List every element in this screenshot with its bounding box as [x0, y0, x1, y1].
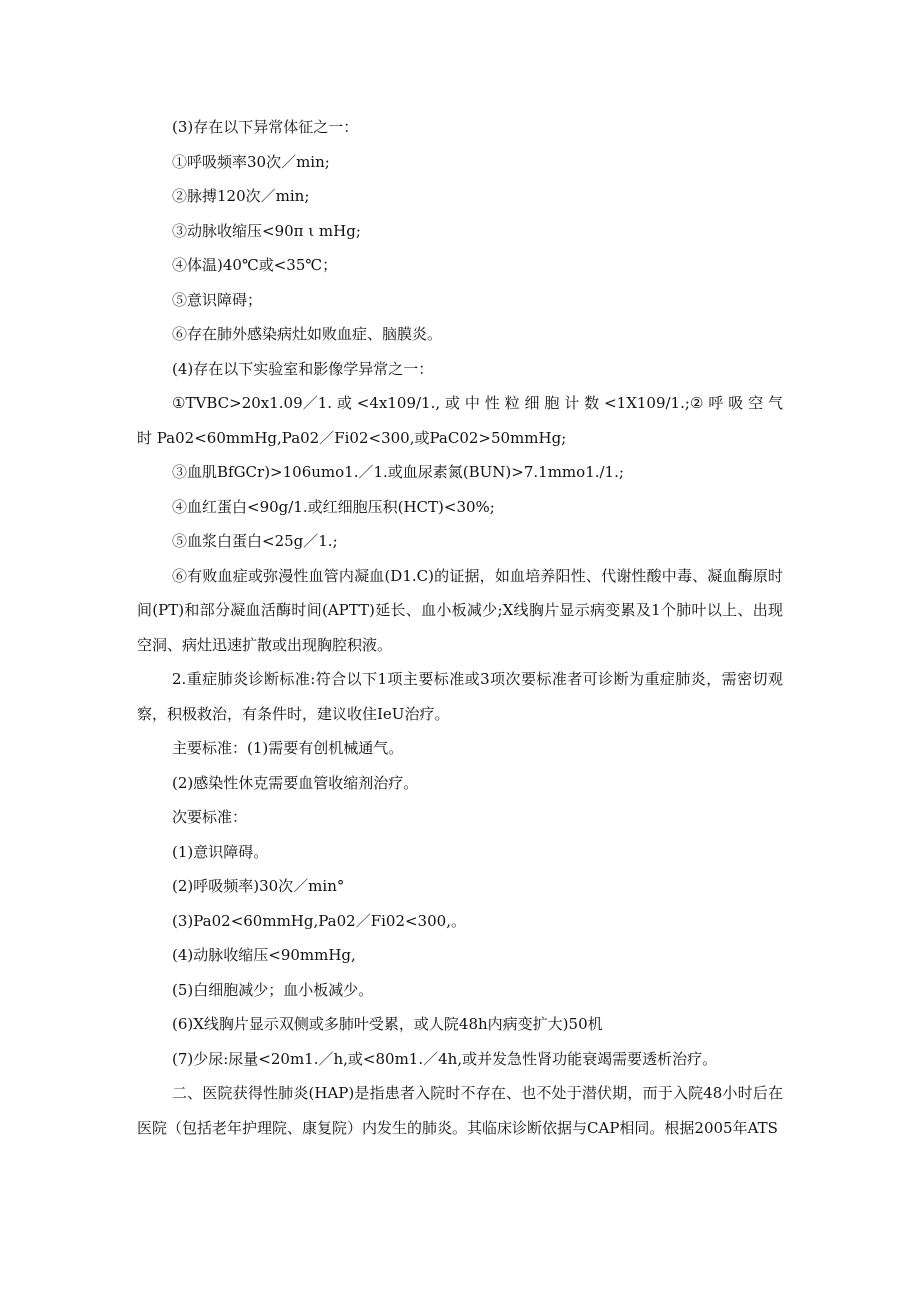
- paragraph-major-criteria-1: 主要标准：(1)需要有创机械通气。: [172, 739, 404, 757]
- paragraph-sign-respiratory-rate: ①呼吸频率30次／min;: [172, 152, 330, 171]
- paragraph-lab-hemoglobin: ④血红蛋白<90g/1.或红细胞压积(HCT)<30%;: [172, 497, 495, 516]
- paragraph-minor-7: (7)少尿:尿量<20m1.／h,或<80m1.／4h,或并发急性肾功能衰竭需要透析治疗。: [172, 1049, 718, 1068]
- paragraph-hap-definition: 二、医院获得性肺炎(HAP)是指患者入院时不存在、也不处于潜伏期，而于入院48小时后在医院（包括老年护理院、康复院）内发生的肺炎。其临床诊断依据与CAP相同。根据2005年ATS: [137, 1084, 783, 1137]
- paragraph-minor-3: (3)Pa02<60mmHg,Pa02／Fi02<300,。: [172, 911, 466, 930]
- paragraph-minor-1: (1)意识障碍。: [172, 842, 269, 861]
- paragraph-sign-temperature: ④体温)40℃或<35℃；: [172, 256, 338, 274]
- paragraph-major-criteria-2: (2)感染性休克需要血管收缩剂治疗。: [172, 773, 419, 792]
- paragraph-minor-5: (5)白细胞减少；血小板减少。: [172, 980, 374, 999]
- paragraph-sign-extrapulmonary: ⑥存在肺外感染病灶如败血症、脑膜炎。: [172, 325, 443, 343]
- paragraph-lab-wbc-blood-gas: ①TVBC>20x1.09／1. 或 <4x109/1., 或 中 性 粒 细 胞 计 数 <1X109/1.;② 呼 吸 空 气 时 Pa02<60mmHg,Pa02／Fi02<300,或PaC02>50mmHg;: [137, 394, 783, 447]
- paragraph-3-signs-header: (3)存在以下异常体征之一：: [172, 118, 359, 136]
- paragraph-4-lab-header: (4)存在以下实验室和影像学异常之一：: [172, 359, 434, 378]
- paragraph-minor-criteria-header: 次要标准：: [172, 808, 248, 826]
- paragraph-severe-criteria: 2.重症肺炎诊断标准:符合以下1项主要标准或3项次要标准者可诊断为重症肺炎，需密切观察，积极救治，有条件时，建议收住IeU治疗。: [137, 670, 783, 723]
- paragraph-minor-6: (6)X线胸片显示双侧或多肺叶受累，或人院48h内病变扩大)50机: [172, 1015, 603, 1033]
- paragraph-sign-systolic-pressure: ③动脉收缩压<90π ι mHg;: [172, 221, 361, 240]
- paragraph-lab-creatinine: ③血肌BfGCr)>106umo1.／1.或血尿素氮(BUN)>7.1mmo1./1.;: [172, 463, 624, 481]
- document-body: [137, 110, 783, 1145]
- paragraph-lab-albumin: ⑤血浆白蛋白<25g／1.;: [172, 532, 338, 550]
- paragraph-sign-pulse: ②脉搏120次／min;: [172, 187, 310, 205]
- paragraph-sign-consciousness: ⑤意识障碍；: [172, 290, 263, 309]
- paragraph-lab-sepsis-dic: ⑥有败血症或弥漫性血管内凝血(D1.C)的证据，如血培养阳性、代谢性酸中毒、凝血酶原时间(PT)和部分凝血活酶时间(APTT)延长、血小板减少;X线胸片显示病变累及1个肺叶以上、出现空洞、病灶迅速扩散或出现胸腔积液。: [137, 566, 783, 654]
- paragraph-minor-2: (2)呼吸频率)30次／min°: [172, 877, 345, 895]
- paragraph-minor-4: (4)动脉收缩压<90mmHg,: [172, 946, 356, 964]
